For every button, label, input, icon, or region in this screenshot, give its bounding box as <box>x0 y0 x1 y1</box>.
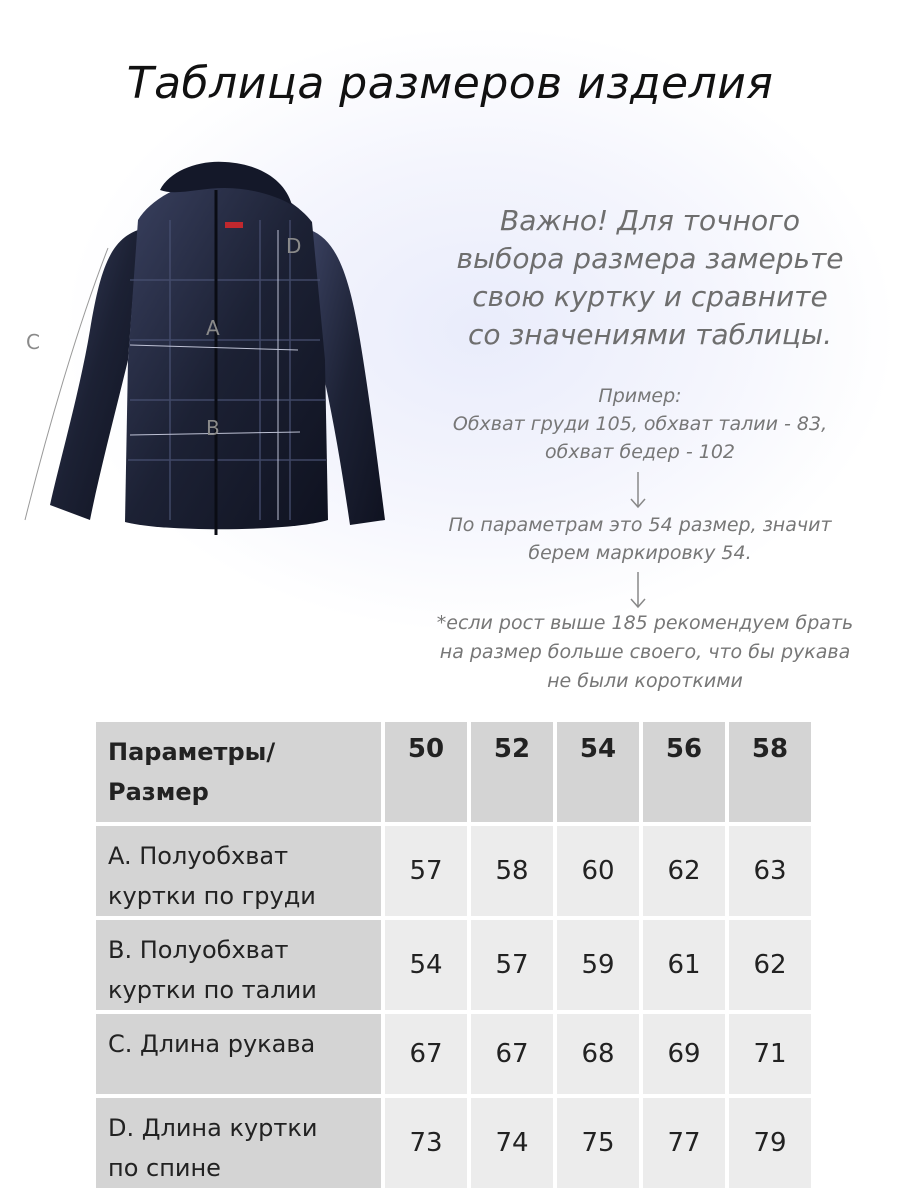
note-line: на размер больше своего, что бы рукава <box>439 641 851 663</box>
table-cell: 67 <box>385 1014 467 1094</box>
table-cell: 71 <box>729 1014 811 1094</box>
table-cell: 74 <box>471 1098 553 1188</box>
example-line: Пример: <box>598 385 682 407</box>
table-cell: 60 <box>557 826 639 916</box>
measure-label-d: D <box>286 234 302 258</box>
table-cell: 69 <box>643 1014 725 1094</box>
table-cell: 62 <box>643 826 725 916</box>
size-header: 58 <box>729 722 811 822</box>
row-label: B. Полуобхват куртки по талии <box>96 920 381 1010</box>
important-line: Важно! Для точного <box>500 204 800 237</box>
important-line: выбора размера замерьте <box>456 242 844 275</box>
table-cell: 57 <box>385 826 467 916</box>
table-cell: 59 <box>557 920 639 1010</box>
table-cell: 68 <box>557 1014 639 1094</box>
table-header-row <box>96 722 811 822</box>
important-line: свою куртку и сравните <box>472 280 828 313</box>
example-note <box>400 382 880 466</box>
size-header: 56 <box>643 722 725 822</box>
example-line: Обхват груди 105, обхват талии - 83, <box>452 413 828 435</box>
measure-label-b: B <box>206 416 220 440</box>
table-cell: 57 <box>471 920 553 1010</box>
size-header: 50 <box>385 722 467 822</box>
jacket-image <box>20 160 420 560</box>
table-row <box>96 826 811 916</box>
row-label: D. Длина куртки по спине <box>96 1098 381 1188</box>
result-line: берем маркировку 54. <box>528 542 752 564</box>
table-row <box>96 920 811 1010</box>
header-param-cell: Параметры/ Размер <box>96 722 381 822</box>
table-cell: 75 <box>557 1098 639 1188</box>
table-cell: 67 <box>471 1014 553 1094</box>
arrow-down-icon <box>628 570 648 610</box>
table-cell: 62 <box>729 920 811 1010</box>
size-header: 52 <box>471 722 553 822</box>
measure-label-a: A <box>206 316 220 340</box>
note-line: не были короткими <box>547 670 743 692</box>
result-line: По параметрам это 54 размер, значит <box>448 514 832 536</box>
height-note <box>400 609 890 696</box>
page-title: Таблица размеров изделия <box>126 58 774 109</box>
example-line: обхват бедер - 102 <box>544 441 736 463</box>
table-cell: 58 <box>471 826 553 916</box>
size-table <box>92 718 815 1192</box>
row-label: C. Длина рукава <box>96 1014 381 1094</box>
table-cell: 79 <box>729 1098 811 1188</box>
table-cell: 54 <box>385 920 467 1010</box>
table-cell: 73 <box>385 1098 467 1188</box>
table-row <box>96 1014 811 1094</box>
important-note <box>420 202 880 354</box>
important-line: со значениями таблицы. <box>467 318 832 351</box>
table-row <box>96 1098 811 1188</box>
row-label: A. Полуобхват куртки по груди <box>96 826 381 916</box>
note-line: *если рост выше 185 рекомендуем брать <box>436 612 854 634</box>
table-cell: 77 <box>643 1098 725 1188</box>
table-cell: 63 <box>729 826 811 916</box>
measure-label-c: C <box>26 330 40 354</box>
table-cell: 61 <box>643 920 725 1010</box>
result-note <box>400 511 880 567</box>
size-header: 54 <box>557 722 639 822</box>
arrow-down-icon <box>628 470 648 510</box>
